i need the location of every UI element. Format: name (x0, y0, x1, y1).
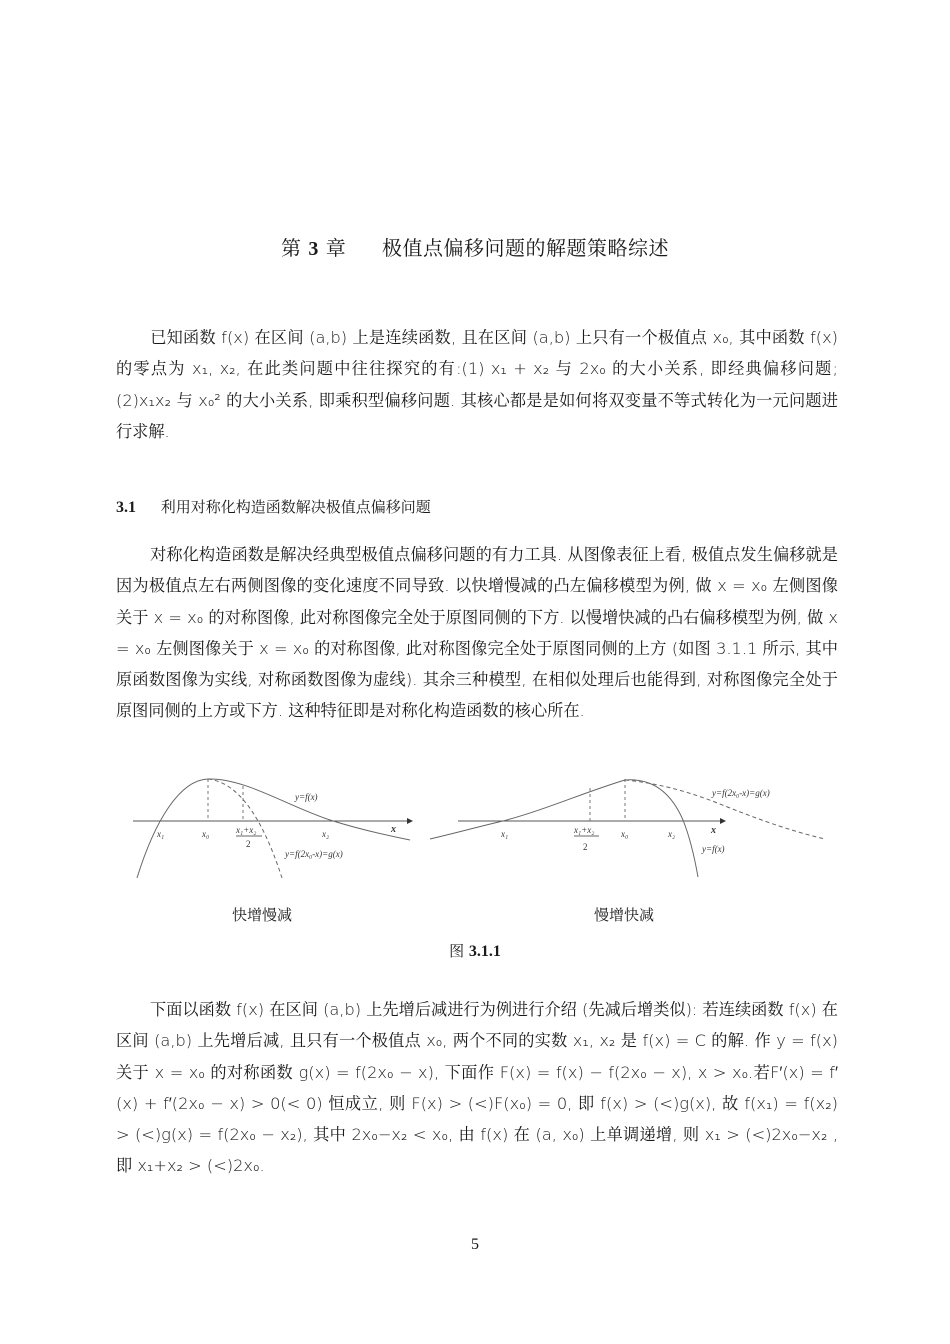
page-number: 5 (471, 1236, 479, 1253)
label-f: y=f(x) (295, 792, 318, 802)
chapter-suffix: 章 (325, 236, 347, 260)
section-title (116, 496, 431, 517)
derivation-paragraph-text: 下面以函数 f(x) 在区间 (a,b) 上先增后减进行为例进行介绍 (先减后增类似): 若连续函数 f(x) 在区间 (a,b) 上先增后减, 且只有一个极值点 x₀, 两个不同的实数 x₁, x₂ 是 f(x) = C 的解. 作 y = f(x) 关于 x = x₀ 的对称函数 g(x) = f(2x₀ − x), 下面作 F(x) = f(x) − f(2x₀ − x), x > x₀.若F′(x) = f′(x) + f′(2x₀ − x) > 0(< 0) 恒成立, 则 F(x) > (<)F(x₀) = 0, 即 f(x) > (<)g(x), 故 f(x₁) = f(x₂) > (<)g(x) = f(2x₀ − x₂), 其中 2x₀−x₂ < x₀, 由 f(x) 在 (a, x₀) 上单调递增, 则 x₁ > (<)2x₀−x₂ , 即 x₁+x₂ > (<)2x₀. (116, 1000, 838, 1176)
section-heading-text: 利用对称化构造函数解决极值点偏移问题 (160, 498, 431, 516)
label-midpoint-numerator: x₁+x₂ (236, 825, 257, 835)
figure-caption (0, 940, 950, 961)
label-x2: x₂ (322, 829, 330, 839)
label-x0: x₀ (621, 829, 629, 839)
label-x2: x₂ (668, 829, 676, 839)
intro-paragraph (116, 322, 838, 447)
figure-right-caption: 慢增快减 (594, 906, 655, 924)
chapter-prefix: 第 (281, 236, 302, 260)
label-g: y=f(2x₀-x)=g(x) (285, 849, 343, 859)
label-g: y=f(2x₀-x)=g(x) (712, 788, 770, 798)
section-paragraph (116, 539, 838, 727)
label-f: y=f(x) (702, 844, 725, 854)
label-x1: x₁ (157, 829, 165, 839)
label-midpoint-denominator: 2 (246, 839, 251, 849)
right-graph (425, 770, 835, 885)
figure-left-fast-increase-slow-decrease (125, 770, 425, 885)
chapter-title (0, 232, 950, 261)
left-graph (125, 770, 425, 885)
chapter-heading-text: 极值点偏移问题的解题策略综述 (381, 236, 669, 260)
label-midpoint-denominator: 2 (583, 842, 588, 852)
figure-caption-prefix: 图 (449, 942, 465, 960)
chapter-number: 3 (308, 238, 319, 260)
label-x-axis: x (711, 825, 716, 836)
x-axis-arrow-icon (720, 818, 726, 824)
intro-paragraph-text: 已知函数 f(x) 在区间 (a,b) 上是连续函数, 且在区间 (a,b) 上只有一个极值点 x₀, 其中函数 f(x) 的零点为 x₁, x₂, 在此类问题中往往探究的有:(1) x₁ + x₂ 与 2x₀ 的大小关系, 即经典偏移问题;(2)x₁x₂ 与 x₀² 的大小关系, 即乘积型偏移问题. 其核心都是是如何将双变量不等式转化为一元问题进行求解. (116, 328, 838, 441)
label-x-axis: x (391, 824, 396, 835)
figure-left-caption: 快增慢减 (232, 906, 293, 924)
section-paragraph-text: 对称化构造函数是解决经典型极值点偏移问题的有力工具. 从图像表征上看, 极值点发生偏移就是因为极值点左右两侧图像的变化速度不同导致. 以快增慢减的凸左偏移模型为例, 做 x = x₀ 左侧图像关于 x = x₀ 的对称图像, 此对称图像完全处于原图同侧的下方. 以慢增快减的凸右偏移模型为例, 做 x = x₀ 左侧图像关于 x = x₀ 的对称图像, 此对称图像完全处于原图同侧的上方 (如图 3.1.1 所示, 其中原函数图像为实线, 对称函数图像为虚线). 其余三种模型, 在相似处理后也能得到, 对称图像完全处于原图同侧的上方或下方. 这种特征即是对称化构造函数的核心所在. (116, 545, 838, 721)
figure-caption-number: 3.1.1 (468, 943, 501, 960)
derivation-paragraph (116, 994, 838, 1182)
label-x0: x₀ (202, 829, 210, 839)
label-midpoint-numerator: x₁+x₂ (574, 825, 595, 835)
figure-right-slow-increase-fast-decrease (425, 770, 835, 885)
x-axis-arrow-icon (407, 818, 413, 824)
label-x1: x₁ (501, 829, 509, 839)
section-number: 3.1 (116, 499, 136, 516)
